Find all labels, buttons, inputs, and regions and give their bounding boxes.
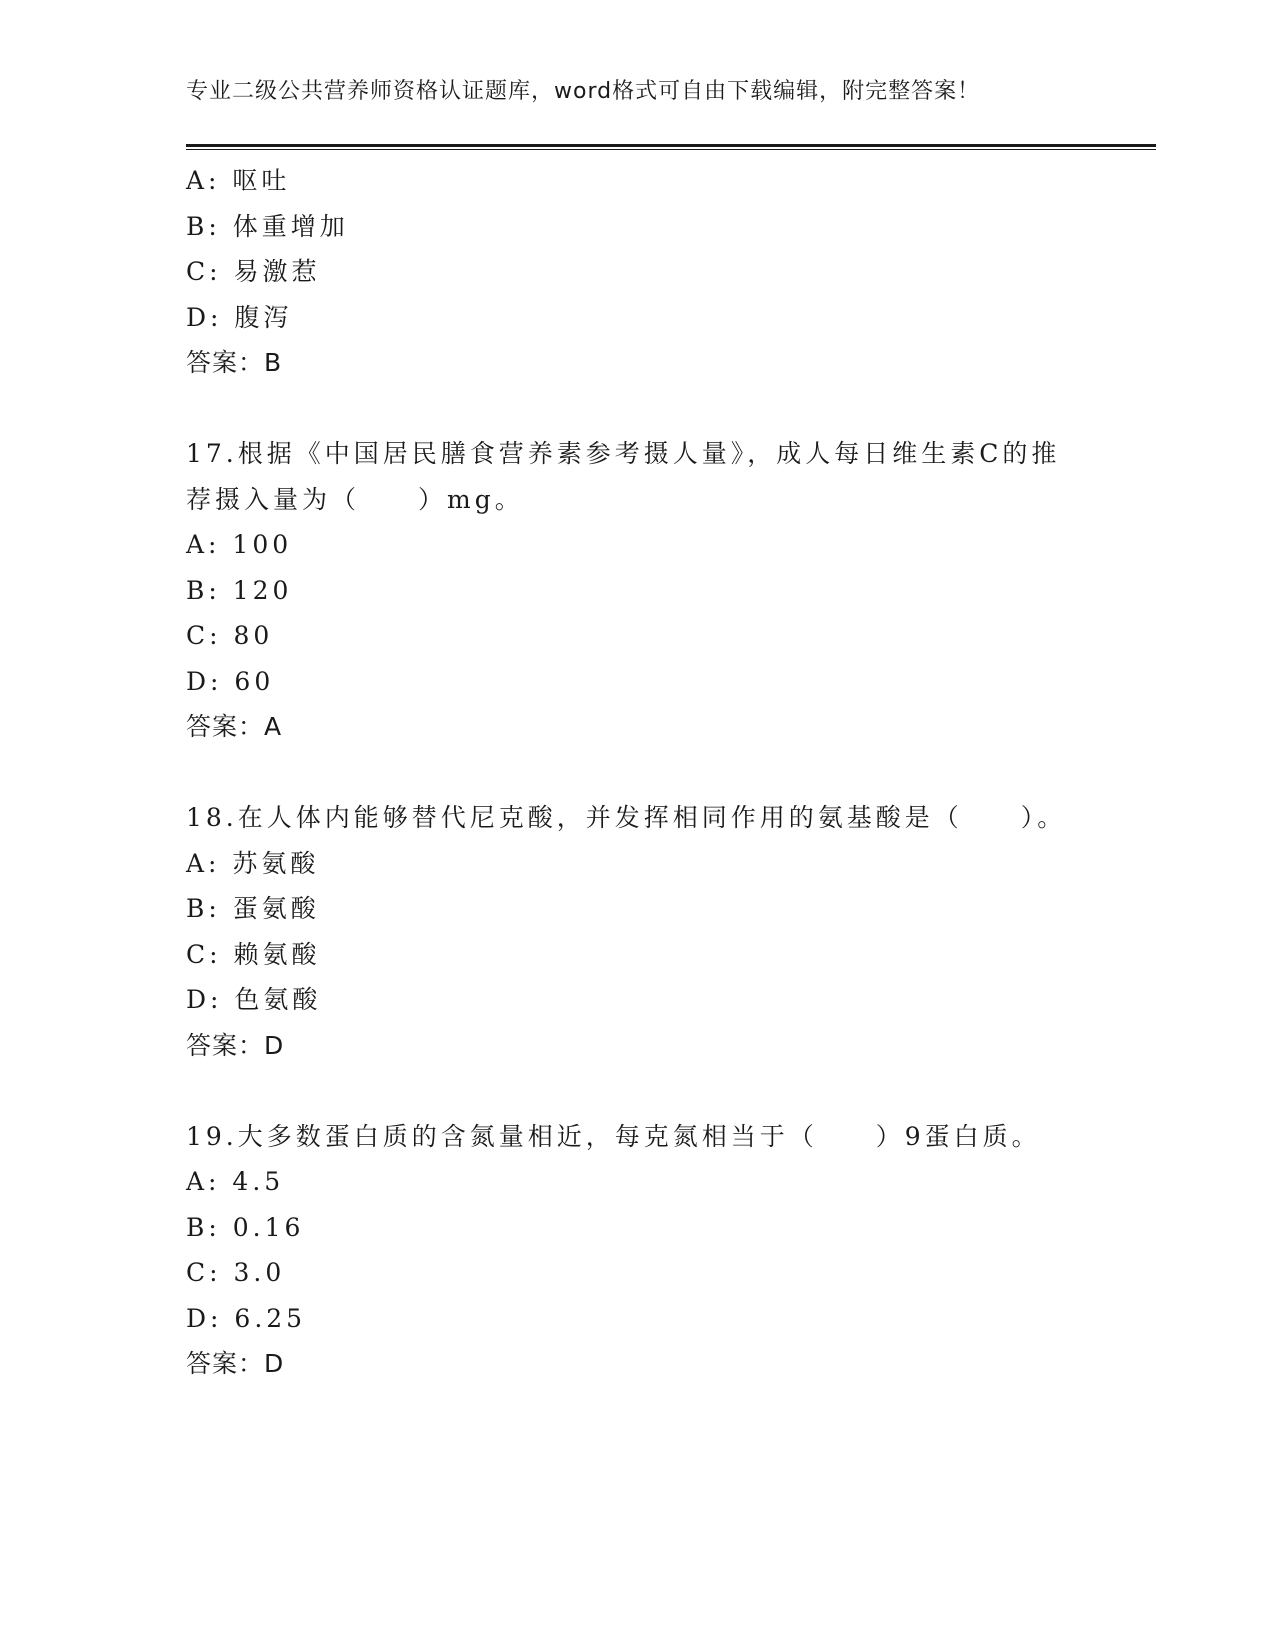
answer: 答案：B (186, 348, 283, 377)
option-d: D: 60 (186, 666, 275, 696)
option-a: A: 苏氨酸 (186, 848, 320, 878)
question-stem: 19.大多数蛋白质的含氮量相近，每克氮相当于（ ）9蛋白质。 (186, 1121, 1041, 1151)
option-b: B: 120 (186, 575, 293, 605)
option-c: C: 3.0 (186, 1258, 286, 1287)
header-rule-thick (186, 144, 1156, 147)
option-b: B: 蛋氨酸 (186, 894, 320, 923)
option-c: C: 80 (186, 621, 274, 650)
question-stem: 18.在人体内能够替代尼克酸，并发挥相同作用的氨基酸是（ ）。 (186, 803, 1067, 832)
option-d: D: 腹泻 (186, 302, 293, 332)
answer: 答案：A (186, 712, 283, 741)
option-c: C: 赖氨酸 (186, 939, 321, 969)
question-list (186, 158, 1086, 1387)
header-rule-thin (186, 149, 1156, 150)
option-a: A: 呕吐 (186, 166, 291, 195)
option-d: D: 色氨酸 (186, 985, 322, 1014)
page-header: 专业二级公共营养师资格认证题库，word格式可自由下载编辑，附完整答案！ (186, 79, 981, 104)
option-b: B: 0.16 (186, 1212, 305, 1242)
option-a: A: 4.5 (186, 1167, 285, 1196)
question-stem-line-1: 17.根据《中国居民膳食营养素参考摄人量》，成人每日维生素C的推 (186, 439, 1061, 468)
question-18 (186, 795, 1086, 1068)
option-a: A: 100 (186, 530, 293, 559)
spacer (186, 1068, 1086, 1114)
answer: 答案：D (186, 1030, 285, 1060)
answer: 答案：D (186, 1349, 285, 1378)
option-b: B: 体重增加 (186, 211, 349, 241)
question-stem-line-2: 荐摄入量为（ ）mg。 (186, 484, 524, 514)
spacer (186, 750, 1086, 796)
question-17 (186, 431, 1086, 750)
question-16 (186, 158, 1086, 386)
option-c: C: 易激惹 (186, 257, 321, 286)
question-19 (186, 1114, 1086, 1387)
option-d: D: 6.25 (186, 1303, 307, 1333)
spacer (186, 386, 1086, 432)
